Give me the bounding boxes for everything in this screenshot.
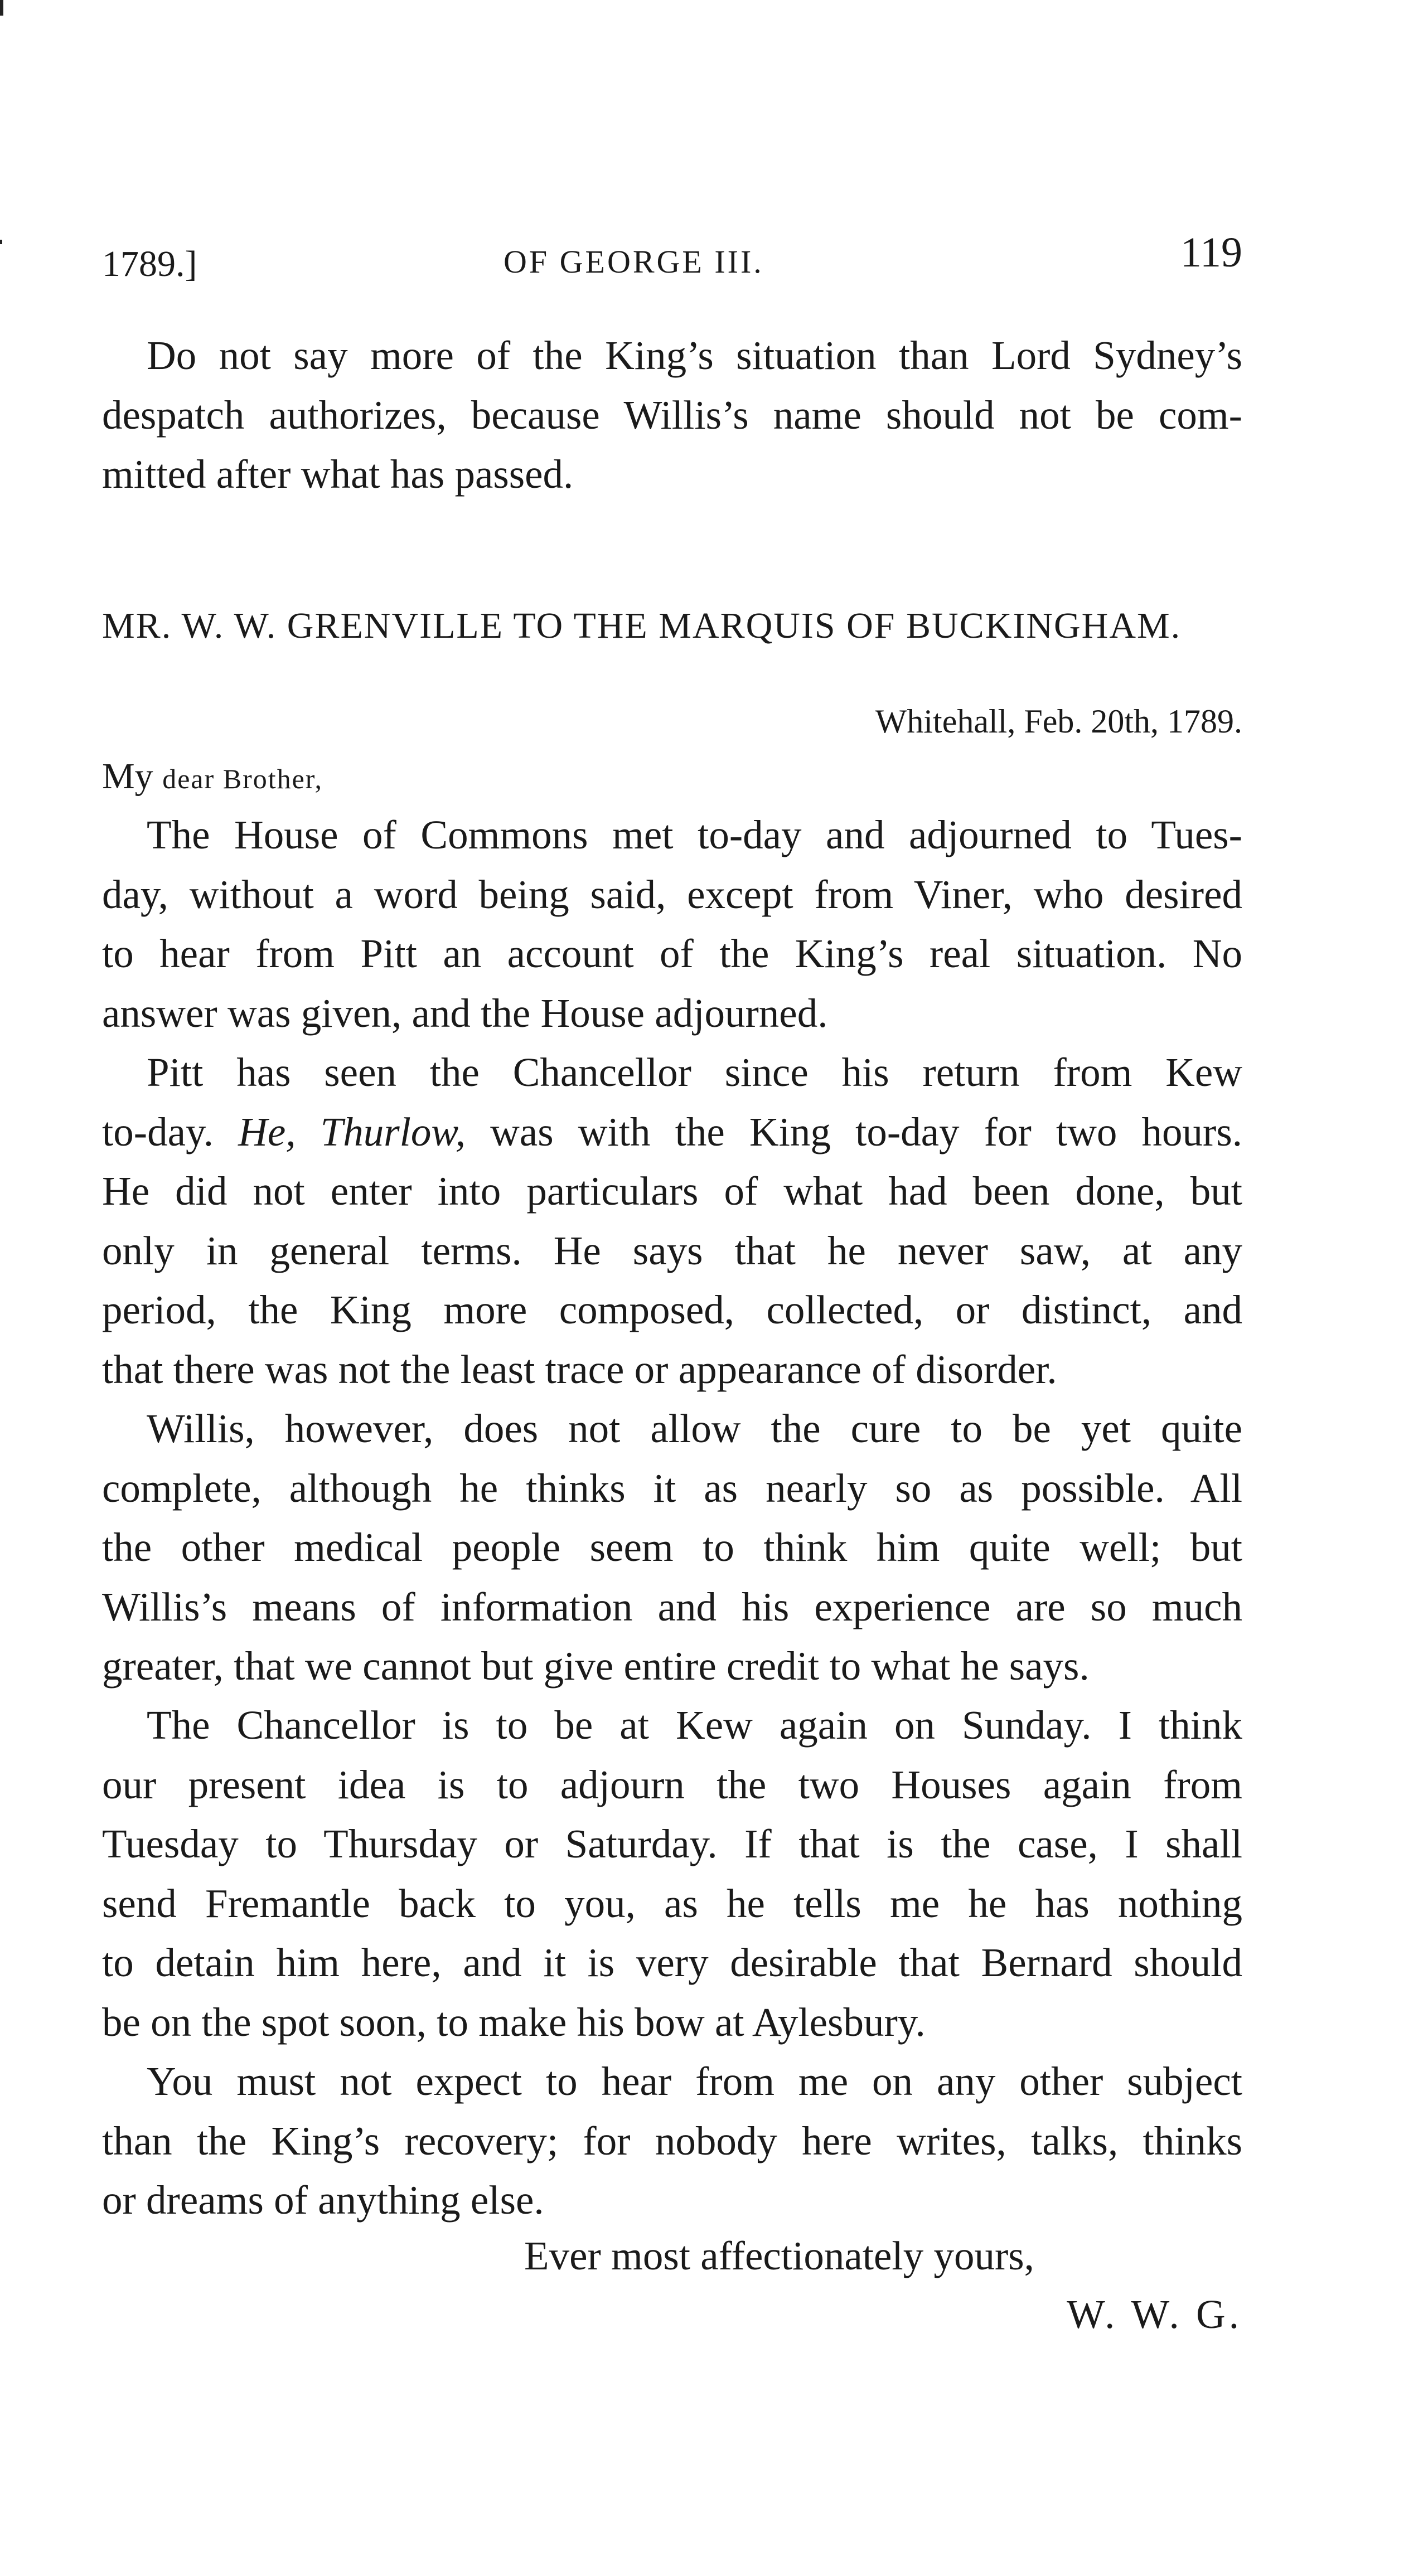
text-line: that there was not the least trace or appearance of disorder. <box>102 1346 1057 1392</box>
paragraph-4 <box>102 1696 1242 2052</box>
intro-paragraph <box>102 326 1242 504</box>
text-line: The House of Commons met to-day and adjourned to Tues- <box>147 812 1242 857</box>
text-line: complete, although he thinks it as nearly so as possible. All <box>102 1465 1242 1511</box>
text-line: our present idea is to adjourn the two Houses again from <box>102 1762 1242 1807</box>
text-line: or dreams of anything else. <box>102 2177 544 2223</box>
text-fragment: was with the King to-day for two hours. <box>490 1109 1243 1154</box>
page-number: 119 <box>1180 229 1242 276</box>
text-line: Willis’s means of information and his experience are so much <box>102 1584 1242 1629</box>
salutation <box>102 755 323 798</box>
paragraph-5 <box>102 2052 1242 2230</box>
text-line: Do not say more of the King’s situation than Lord Sydney’s <box>147 333 1242 378</box>
paragraph-1 <box>102 806 1242 1043</box>
scan-edge-mark <box>0 240 2 244</box>
dateline: Whitehall, Feb. 20th, 1789. <box>875 703 1242 740</box>
text-line: Pitt has seen the Chancellor since his return from Kew <box>147 1050 1242 1095</box>
salutation-first: My <box>102 756 153 797</box>
header-year: 1789.] <box>102 244 197 284</box>
closing: Ever most affectionately yours, <box>524 2233 1034 2278</box>
paragraph-2 <box>102 1043 1242 1399</box>
text-fragment: to-day. <box>102 1109 214 1154</box>
text-line: be on the spot soon, to make his bow at Aylesbury. <box>102 1999 926 2045</box>
running-head <box>102 229 1242 284</box>
text-line: day, without a word being said, except from Viner, who desired <box>102 871 1242 917</box>
text-line: Tuesday to Thursday or Saturday. If that is the case, I shall <box>102 1821 1242 1866</box>
header-title: OF GEORGE III. <box>504 244 764 280</box>
text-line: You must not expect to hear from me on any other subject <box>147 2059 1242 2104</box>
text-line: despatch authorizes, because Willis’s name should not be com- <box>102 392 1242 438</box>
italic-text: He, Thurlow, <box>238 1109 466 1154</box>
text-line: The Chancellor is to be at Kew again on Sunday. I think <box>147 1702 1242 1748</box>
text-line: to detain him here, and it is very desirable that Bernard should <box>102 1940 1242 1985</box>
scan-edge-mark <box>0 0 3 16</box>
text-line: answer was given, and the House adjourned. <box>102 990 828 1036</box>
text-line <box>102 1103 1242 1162</box>
signature: W. W. G. <box>1066 2292 1242 2337</box>
text-line: He did not enter into particulars of what had been done, but <box>102 1168 1242 1214</box>
text-line: Willis, however, does not allow the cure to be yet quite <box>147 1406 1242 1451</box>
text-line: than the King’s recovery; for nobody here writes, talks, thinks <box>102 2118 1242 2163</box>
text-line: to hear from Pitt an account of the King’s real situation. No <box>102 931 1242 976</box>
salutation-rest: dear Brother, <box>162 763 323 794</box>
letter-heading: MR. W. W. GRENVILLE TO THE MARQUIS OF BUCKINGHAM. <box>102 605 1182 646</box>
text-line: the other medical people seem to think him quite well; but <box>102 1525 1242 1570</box>
text-line: mitted after what has passed. <box>102 452 574 497</box>
text-line: only in general terms. He says that he never saw, at any <box>102 1228 1242 1273</box>
text-line: greater, that we cannot but give entire credit to what he says. <box>102 1643 1090 1689</box>
paragraph-3 <box>102 1399 1242 1696</box>
text-line: send Fremantle back to you, as he tells me he has nothing <box>102 1880 1242 1926</box>
text-line: period, the King more composed, collected, or distinct, and <box>102 1287 1242 1332</box>
